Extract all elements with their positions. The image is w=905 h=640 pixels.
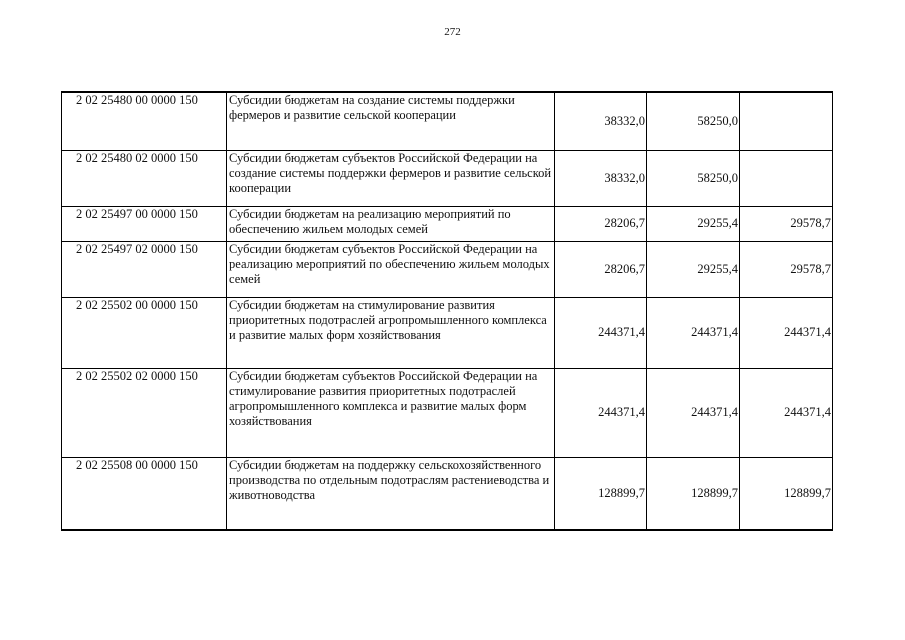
row-description: Субсидии бюджетам на создание системы поддержки фермеров и развитие сельской кооперации [227, 92, 555, 150]
value-col-3: 244371,4 [740, 297, 833, 368]
value-col-1: 38332,0 [555, 150, 647, 206]
row-description: Субсидии бюджетам на стимулирование развития приоритетных подотраслей агропромышленного комплекса и развитие малых форм хозяйствования [227, 297, 555, 368]
budget-code: 2 02 25502 00 0000 150 [62, 297, 227, 368]
value-col-2: 58250,0 [647, 92, 740, 150]
value-col-3 [740, 150, 833, 206]
budget-code: 2 02 25508 00 0000 150 [62, 457, 227, 530]
budget-code: 2 02 25497 02 0000 150 [62, 241, 227, 297]
table-row [62, 92, 833, 150]
value-col-2: 29255,4 [647, 241, 740, 297]
table-row [62, 368, 833, 457]
table-row [62, 150, 833, 206]
budget-code: 2 02 25497 00 0000 150 [62, 206, 227, 241]
value-col-2: 244371,4 [647, 297, 740, 368]
value-col-2: 58250,0 [647, 150, 740, 206]
value-col-1: 28206,7 [555, 241, 647, 297]
budget-code: 2 02 25480 00 0000 150 [62, 92, 227, 150]
value-col-3: 29578,7 [740, 206, 833, 241]
budget-code: 2 02 25480 02 0000 150 [62, 150, 227, 206]
table-row [62, 457, 833, 530]
row-description: Субсидии бюджетам субъектов Российской Федерации на реализацию мероприятий по обеспечению жильем молодых семей [227, 241, 555, 297]
budget-table [61, 91, 833, 531]
value-col-1: 244371,4 [555, 297, 647, 368]
value-col-2: 128899,7 [647, 457, 740, 530]
page-number: 272 [444, 26, 461, 38]
row-description: Субсидии бюджетам на поддержку сельскохозяйственного производства по отдельным подотраслям растениеводства и животноводства [227, 457, 555, 530]
value-col-1: 244371,4 [555, 368, 647, 457]
table-row [62, 297, 833, 368]
value-col-1: 128899,7 [555, 457, 647, 530]
value-col-1: 28206,7 [555, 206, 647, 241]
value-col-2: 244371,4 [647, 368, 740, 457]
row-description: Субсидии бюджетам на реализацию мероприятий по обеспечению жильем молодых семей [227, 206, 555, 241]
value-col-3 [740, 92, 833, 150]
value-col-1: 38332,0 [555, 92, 647, 150]
table-row [62, 241, 833, 297]
value-col-2: 29255,4 [647, 206, 740, 241]
value-col-3: 128899,7 [740, 457, 833, 530]
budget-code: 2 02 25502 02 0000 150 [62, 368, 227, 457]
value-col-3: 244371,4 [740, 368, 833, 457]
row-description: Субсидии бюджетам субъектов Российской Федерации на стимулирование развития приоритетных подотраслей агропромышленного комплекса и развитие малых форм хозяйствования [227, 368, 555, 457]
value-col-3: 29578,7 [740, 241, 833, 297]
row-description: Субсидии бюджетам субъектов Российской Федерации на создание системы поддержки фермеров и развитие сельской кооперации [227, 150, 555, 206]
table-row [62, 206, 833, 241]
